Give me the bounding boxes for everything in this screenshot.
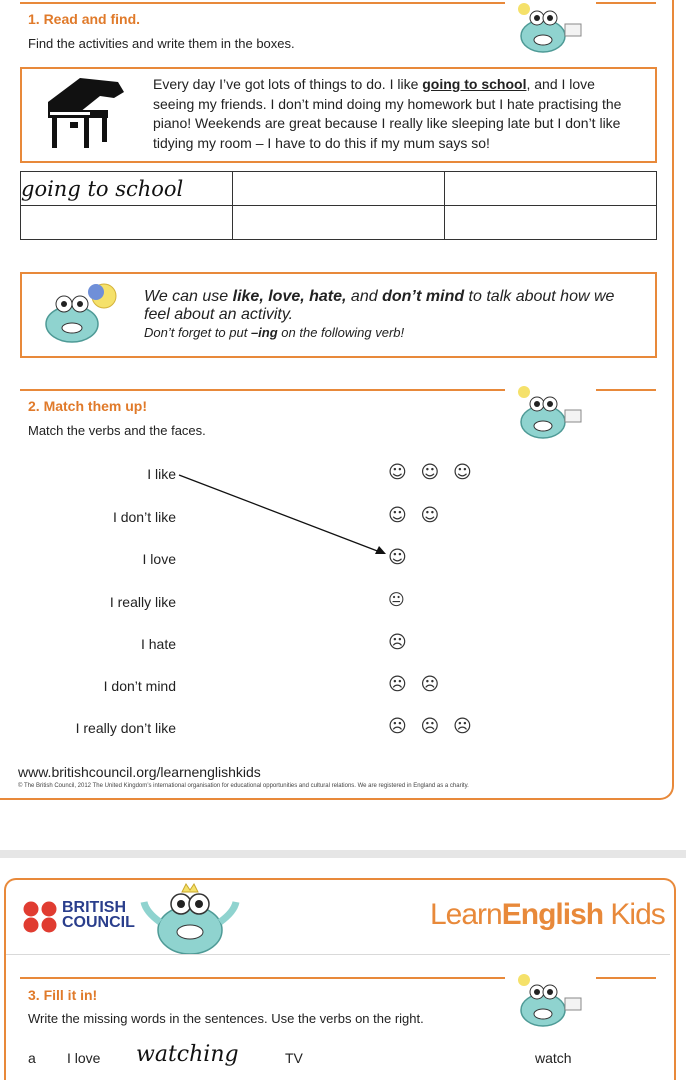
section3-rule: [20, 977, 505, 979]
tip-note: Don’t forget to put –ing on the following verb!: [144, 325, 405, 340]
answer-box[interactable]: [21, 206, 233, 240]
section2-title: 2. Match them up!: [28, 398, 148, 414]
section2-rule: [20, 389, 505, 391]
face-group: ☹ ☹ ☹: [388, 716, 476, 737]
phrase-item: I don’t mind: [103, 678, 176, 694]
learnenglish-kids-logo: LearnEnglish Kids: [430, 898, 665, 931]
row-a-answer[interactable]: watching: [136, 1042, 239, 1067]
answer-box[interactable]: going to school: [21, 172, 233, 206]
answer-box[interactable]: [233, 206, 445, 240]
mascot-icon: [510, 382, 590, 444]
answer-box[interactable]: [233, 172, 445, 206]
paragraph-line-4: tidying my room – I have to do this if my mum says so!: [153, 134, 490, 151]
row-a-text: I love: [67, 1050, 101, 1066]
piano-icon: [40, 72, 130, 154]
phrase-item: I really like: [109, 594, 176, 610]
face-group: ☹: [388, 632, 411, 653]
section1-title: 1. Read and find.: [28, 11, 141, 27]
phrase-item: I like: [147, 466, 176, 482]
face-group: ☺: [388, 547, 411, 568]
british-council-wordmark: BRITISH COUNCIL: [62, 899, 135, 931]
section3-rule-right: [596, 977, 656, 979]
match-arrow: [176, 472, 390, 558]
row-a-letter: a: [28, 1050, 36, 1066]
section3-instruction: Write the missing words in the sentences. Use the verbs on the right.: [28, 1011, 424, 1026]
answer-boxes-table: [20, 171, 657, 240]
mascot-large-icon: [138, 882, 242, 958]
footer-url[interactable]: www.britishcouncil.org/learnenglishkids: [18, 764, 261, 780]
mascot-icon: [510, 0, 590, 58]
section1-instruction: Find the activities and write them in the boxes.: [28, 36, 295, 51]
face-group: ☺ ☺ ☺: [388, 462, 476, 483]
page2-header-rule: [6, 954, 670, 955]
page-separator: [0, 850, 686, 858]
section1-rule-right: [596, 2, 656, 4]
footer-copyright: © The British Council, 2012 The United Kingdom’s international organisation for educational opportunities and cultural relations. We are registered in England as a charity.: [18, 783, 469, 789]
row-a-tail: TV: [285, 1050, 303, 1066]
mascot-lightbulb-icon: [40, 278, 132, 348]
paragraph-line-3: piano! Weekends are great because I really like sleeping late but I don’t like: [153, 115, 621, 131]
british-council-logo-icon: [22, 900, 60, 934]
phrase-item: I don’t like: [112, 509, 176, 525]
phrase-item: I love: [142, 551, 176, 567]
underlined-example: going to school: [422, 76, 527, 92]
phrase-item: I hate: [140, 636, 176, 652]
section2-rule-right: [596, 389, 656, 391]
section3-title: 3. Fill it in!: [28, 987, 98, 1003]
face-group: 😐: [388, 590, 409, 609]
tip-text: We can use like, love, hate, and don’t mind to talk about how we feel about an activity.: [144, 288, 615, 323]
row-a-verb: watch: [535, 1050, 572, 1066]
section2-instruction: Match the verbs and the faces.: [28, 423, 206, 438]
section1-rule: [20, 2, 505, 4]
mascot-icon: [510, 970, 590, 1032]
face-group: ☺ ☺: [388, 505, 444, 526]
face-group: ☹ ☹: [388, 674, 444, 695]
phrase-item: I really don’t like: [75, 720, 176, 736]
paragraph-line-2: seeing my friends. I don’t mind doing my homework but I hate practising the: [153, 95, 622, 112]
answer-box[interactable]: [445, 206, 657, 240]
reading-paragraph: [153, 75, 648, 153]
paragraph-line-1: Every day I’ve got lots of things to do. I like going to school, and I love: [153, 76, 595, 92]
answer-box[interactable]: [445, 172, 657, 206]
